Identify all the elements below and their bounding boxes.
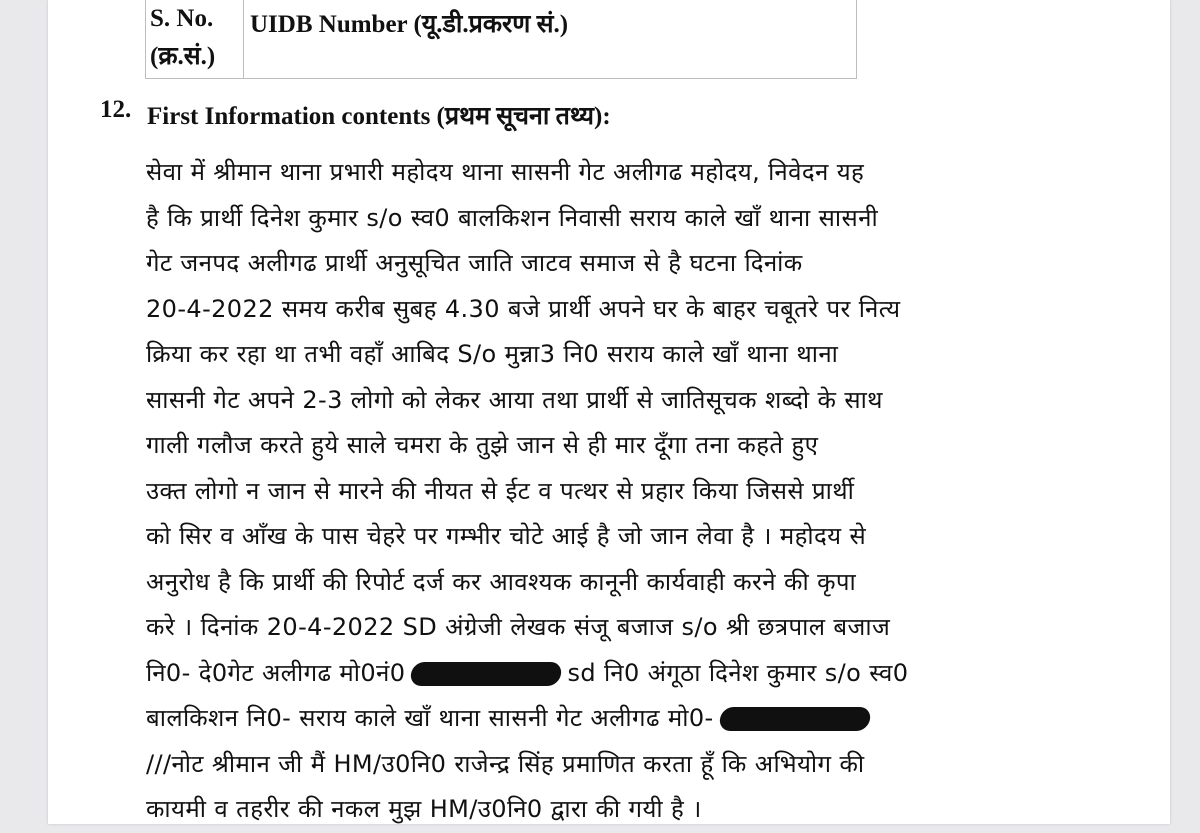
content-line	[146, 696, 1078, 742]
document-page	[48, 0, 1170, 824]
first-information-content	[146, 150, 1078, 833]
content-text: बालकिशन नि0- सराय काले खाँ थाना सासनी गेट अलीगढ मो0-	[146, 704, 714, 732]
redacted-phone-mark	[718, 707, 871, 731]
content-line	[146, 651, 1078, 697]
content-line: ///नोट श्रीमान जी मैं HM/उ0नि0 राजेन्द्र सिंह प्रमाणित करता हूँ कि अभियोग की	[146, 749, 865, 778]
content-line: गेट जनपद अलीगढ प्रार्थी अनुसूचित जाति जाटव समाज से है घटना दिनांक	[146, 249, 803, 277]
content-line: 20-4-2022 समय करीब सुबह 4.30 बजे प्रार्थी अपने घर के बाहर चबूतरे पर नित्य	[146, 294, 901, 323]
section-title: First Information contents (प्रथम सूचना तथ्य):	[147, 103, 611, 130]
content-line: को सिर व आँख के पास चेहरे पर गम्भीर चोटे आई है जो जान लेवा है । महोदय से	[146, 522, 867, 550]
content-text: sd नि0 अंगूठा दिनेश कुमार s/o स्व0	[567, 658, 909, 687]
content-line: गाली गलौज करते हुये साले चमरा के तुझे जान से ही मार दूँगा तना कहते हुए	[146, 431, 819, 459]
uidb-table	[145, 0, 857, 79]
content-line: उक्त लोगो न जान से मारने की नीयत से ईट व पत्थर से प्रहार किया जिससे प्रार्थी	[146, 476, 855, 505]
content-line: कायमी व तहरीर की नकल मुझ HM/उ0नि0 द्वारा की गयी है ।	[146, 795, 702, 823]
content-line: है कि प्रार्थी दिनेश कुमार s/o स्व0 बालकिशन निवासी सराय काले खाँ थाना सासनी	[146, 203, 879, 232]
content-text: नि0- दे0गेट अलीगढ मो0नं0	[146, 658, 406, 687]
uidb-number-header: UIDB Number (यू.डी.प्रकरण सं.)	[250, 11, 569, 38]
content-line: क्रिया कर रहा था तभी वहाँ आबिद S/o मुन्ना3 नि0 सराय काले खाँ थाना थाना	[146, 340, 839, 368]
redacted-phone-mark	[410, 662, 563, 686]
content-line: अनुरोध है कि प्रार्थी की रिपोर्ट दर्ज कर आवश्यक कानूनी कार्यवाही करने की कृपा	[146, 567, 857, 596]
content-line: सेवा में श्रीमान थाना प्रभारी महोदय थाना सासनी गेट अलीगढ महोदय, निवेदन यह	[146, 158, 865, 186]
content-line: करे । दिनांक 20-4-2022 SD अंग्रेजी लेखक संजू बजाज s/o श्री छत्रपाल बजाज	[146, 613, 891, 641]
serial-number-header	[146, 0, 244, 78]
section-number: 12.	[100, 96, 132, 123]
sno-label-en: S. No.	[150, 5, 214, 32]
content-line: सासनी गेट अपने 2-3 लोगो को लेकर आया तथा प्रार्थी से जातिसूचक शब्दो के साथ	[146, 385, 883, 414]
sno-label-hi: (क्र.सं.)	[150, 43, 216, 70]
